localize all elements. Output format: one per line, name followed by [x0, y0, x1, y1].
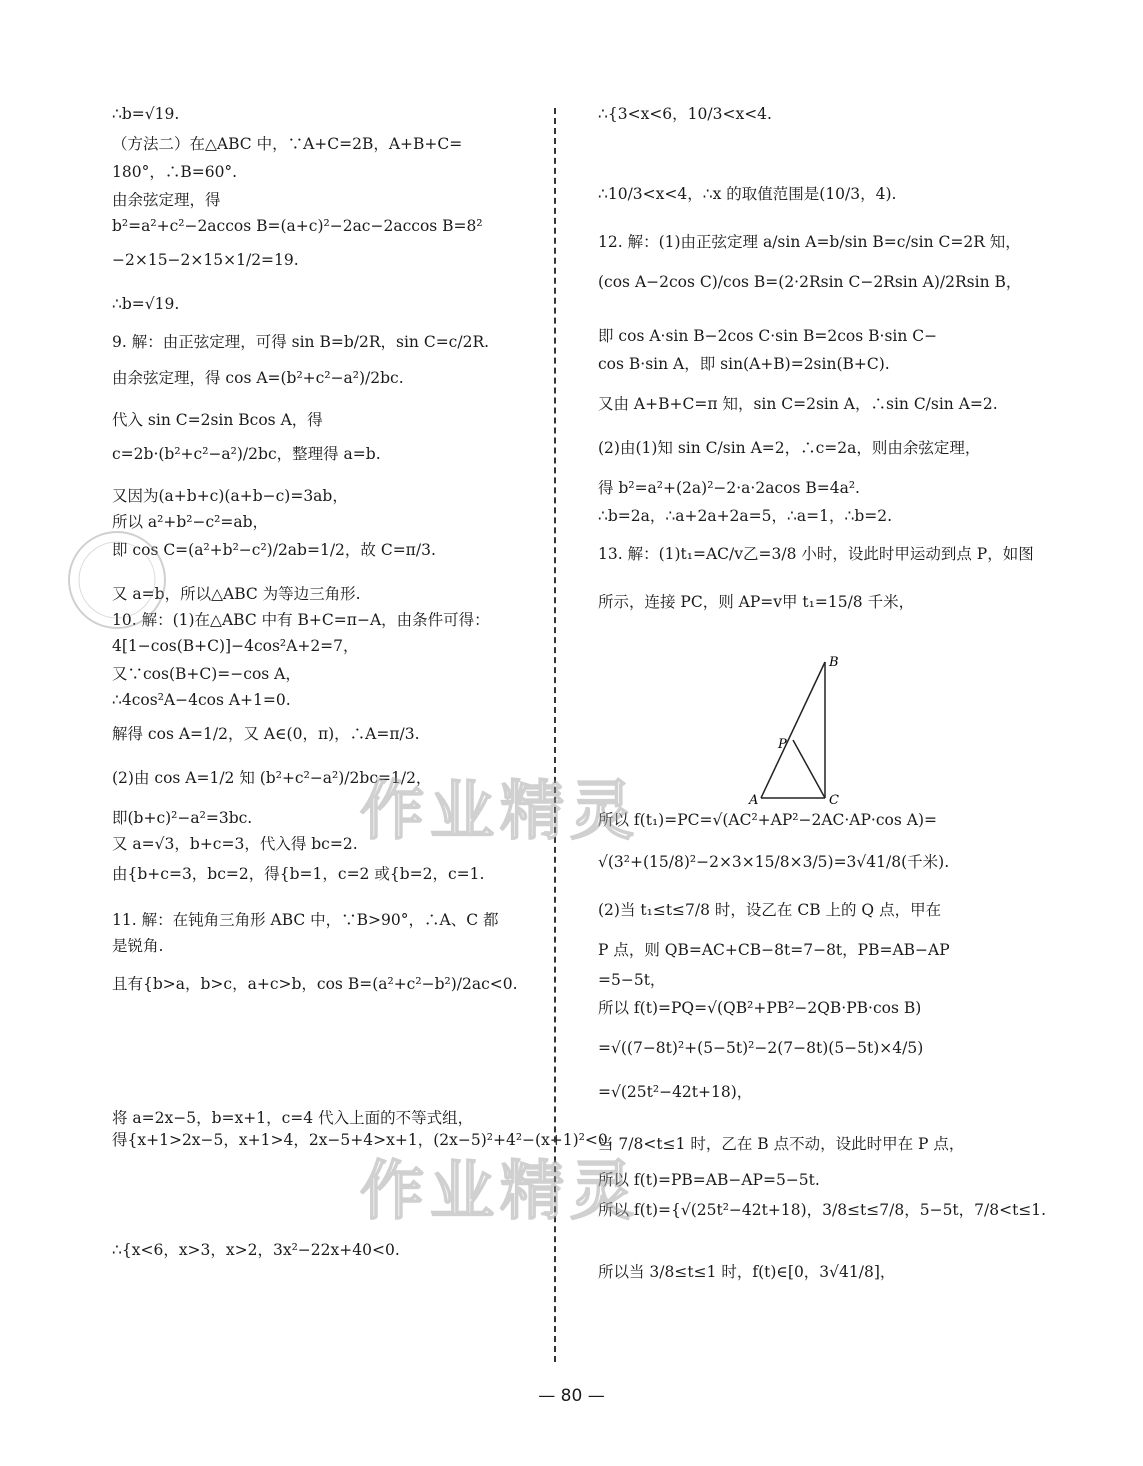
label-p: P [778, 737, 787, 752]
page-number: — 80 — [538, 1386, 605, 1406]
watermark: 作业精灵 [360, 775, 640, 849]
text-line: 即 cos A·sin B−2cos C·sin B=2cos B·sin C− [598, 327, 938, 345]
text-line: (cos A−2cos C)/cos B=(2·2Rsin C−2Rsin A)/2Rsin B， [598, 273, 1022, 291]
text-line: =√(25t²−42t+18)， [598, 1083, 753, 1101]
text-line: 11. 解：在钝角三角形 ABC 中，∵B>90°，∴A、C 都 [112, 911, 499, 929]
text-line: ∴{3<x<6，10/3<x<4. [598, 105, 772, 123]
text-line: 即(b+c)²−a²=3bc. [112, 809, 253, 827]
text-line: b²=a²+c²−2accos B=(a+c)²−2ac−2accos B=8² [112, 217, 483, 235]
text-line: ∴{x<6，x>3，x>2，3x²−22x+40<0. [112, 1241, 400, 1259]
text-line: ∴4cos²A−4cos A+1=0. [112, 691, 291, 709]
text-line: （方法二）在△ABC 中，∵A+C=2B，A+B+C= [112, 135, 463, 153]
text-line: 180°，∴B=60°. [112, 163, 238, 181]
text-line: 又∵cos(B+C)=−cos A， [112, 665, 301, 683]
text-line: 所以 a²+b²−c²=ab， [112, 513, 269, 531]
triangle-figure [745, 652, 855, 812]
text-line: 解得 cos A=1/2，又 A∈(0，π)，∴A=π/3. [112, 725, 420, 743]
text-line: 所以当 3/8≤t≤1 时，f(t)∈[0，3√41/8]， [598, 1263, 896, 1281]
text-line: P 点，则 QB=AC+CB−8t=7−8t，PB=AB−AP [598, 941, 950, 959]
text-line: =5−5t， [598, 971, 666, 989]
text-line: cos B·sin A，即 sin(A+B)=2sin(B+C). [598, 355, 890, 373]
stamp-logo [62, 525, 172, 635]
text-line: (2)由(1)知 sin C/sin A=2，∴c=2a，则由余弦定理， [598, 439, 981, 457]
text-line: ∴10/3<x<4，∴x 的取值范围是(10/3，4). [598, 185, 897, 203]
text-line: 4[1−cos(B+C)]−4cos²A+2=7， [112, 637, 359, 655]
text-line: −2×15−2×15×1/2=19. [112, 251, 299, 269]
text-line: (2)由 cos A=1/2 知 (b²+c²−a²)/2bc=1/2， [112, 769, 432, 787]
text-line: 13. 解：(1)t₁=AC/v乙=3/8 小时，设此时甲运动到点 P，如图 [598, 545, 1034, 563]
text-line: 由余弦定理，得 cos A=(b²+c²−a²)/2bc. [112, 369, 404, 387]
text-line: ∴b=√19. [112, 105, 180, 123]
text-line: 又 a=√3，b+c=3，代入得 bc=2. [112, 835, 358, 853]
text-line: 由{b+c=3，bc=2，得{b=1，c=2 或{b=2，c=1. [112, 865, 485, 883]
text-line: 且有{b>a，b>c，a+c>b，cos B=(a²+c²−b²)/2ac<0. [112, 975, 518, 993]
text-line: 又 a=b，所以△ABC 为等边三角形. [112, 585, 361, 603]
label-b: B [829, 655, 839, 670]
text-line: 所示，连接 PC，则 AP=v甲 t₁=15/8 千米， [598, 593, 915, 611]
text-line: 12. 解：(1)由正弦定理 a/sin A=b/sin B=c/sin C=2R 知， [598, 233, 1021, 251]
text-line: 代入 sin C=2sin Bcos A，得 [112, 411, 323, 429]
text-line: 所以 f(t)=PB=AB−AP=5−5t. [598, 1171, 820, 1189]
text-line: 又因为(a+b+c)(a+b−c)=3ab， [112, 487, 348, 505]
text-line: 10. 解：(1)在△ABC 中有 B+C=π−A，由条件可得： [112, 611, 490, 629]
text-line: 9. 解：由正弦定理，可得 sin B=b/2R，sin C=c/2R. [112, 333, 490, 351]
text-line: 将 a=2x−5，b=x+1，c=4 代入上面的不等式组， [112, 1109, 474, 1127]
text-line: 得 b²=a²+(2a)²−2·a·2acos B=4a². [598, 479, 860, 497]
text-line: 是锐角. [112, 937, 164, 955]
text-line: 又由 A+B+C=π 知，sin C=2sin A，∴sin C/sin A=2. [598, 395, 998, 413]
text-line: 当 7/8<t≤1 时，乙在 B 点不动，设此时甲在 P 点， [598, 1135, 965, 1153]
text-line: =√((7−8t)²+(5−5t)²−2(7−8t)(5−5t)×4/5) [598, 1039, 924, 1057]
text-line: 得{x+1>2x−5，x+1>4，2x−5+4>x+1，(2x−5)²+4²−(x+1)²<0. [112, 1131, 613, 1149]
label-c: C [829, 793, 839, 808]
text-line: 所以 f(t₁)=PC=√(AC²+AP²−2AC·AP·cos A)= [598, 811, 937, 829]
text-line: 所以 f(t)={√(25t²−42t+18)，3/8≤t≤7/8，5−5t，7/8<t≤1. [598, 1201, 1047, 1219]
label-a: A [749, 793, 759, 808]
text-line: 即 cos C=(a²+b²−c²)/2ab=1/2，故 C=π/3. [112, 541, 436, 559]
text-line: 由余弦定理，得 [112, 191, 221, 209]
watermark: 作业精灵 [360, 1155, 640, 1229]
text-line: (2)当 t₁≤t≤7/8 时，设乙在 CB 上的 Q 点，甲在 [598, 901, 942, 919]
text-line: ∴b=√19. [112, 295, 180, 313]
text-line: √(3²+(15/8)²−2×3×15/8×3/5)=3√41/8(千米). [598, 853, 950, 871]
text-line: 所以 f(t)=PQ=√(QB²+PB²−2QB·PB·cos B) [598, 999, 922, 1017]
text-line: c=2b·(b²+c²−a²)/2bc，整理得 a=b. [112, 445, 381, 463]
text-line: ∴b=2a，∴a+2a+2a=5，∴a=1，∴b=2. [598, 507, 893, 525]
